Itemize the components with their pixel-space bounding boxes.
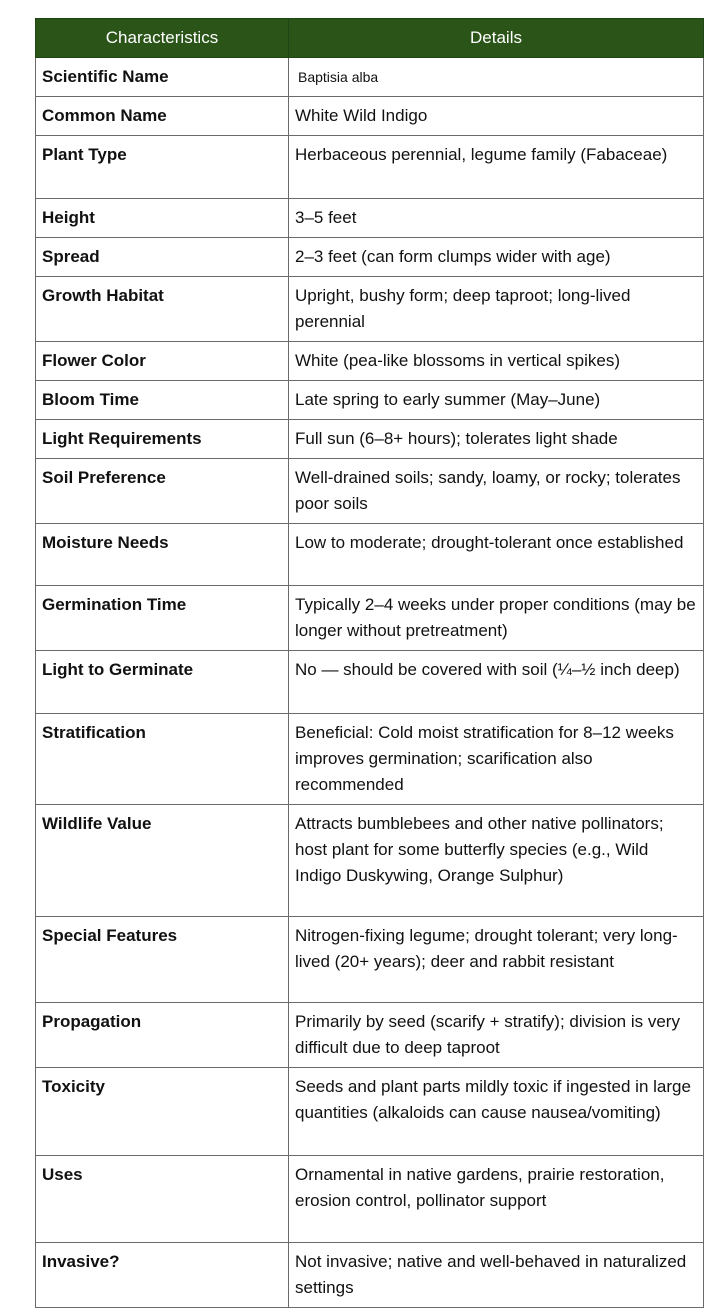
- row-label: Invasive?: [36, 1243, 289, 1308]
- table-row: [36, 420, 704, 459]
- row-label: Toxicity: [36, 1068, 289, 1156]
- row-detail: Beneficial: Cold moist stratification for 8–12 weeks improves germination; scarification also recommended: [289, 714, 704, 805]
- table-row: [36, 1068, 704, 1156]
- row-label: Spread: [36, 238, 289, 277]
- row-label: Special Features: [36, 917, 289, 1003]
- table-row: [36, 459, 704, 524]
- row-detail: Upright, bushy form; deep taproot; long-lived perennial: [289, 277, 704, 342]
- row-label: Stratification: [36, 714, 289, 805]
- row-detail: Herbaceous perennial, legume family (Fabaceae): [289, 136, 704, 199]
- table-header-row: [36, 19, 704, 58]
- table-row: [36, 136, 704, 199]
- header-characteristics: Characteristics: [36, 19, 289, 58]
- row-label: Flower Color: [36, 342, 289, 381]
- table-row: [36, 277, 704, 342]
- row-detail: Baptisia alba: [289, 58, 704, 97]
- row-label: Light to Germinate: [36, 651, 289, 714]
- row-label: Germination Time: [36, 586, 289, 651]
- row-label: Growth Habitat: [36, 277, 289, 342]
- row-label: Light Requirements: [36, 420, 289, 459]
- row-detail: Well-drained soils; sandy, loamy, or rocky; tolerates poor soils: [289, 459, 704, 524]
- table-row: [36, 199, 704, 238]
- plant-characteristics-sheet: [35, 18, 703, 1308]
- row-detail: Low to moderate; drought-tolerant once established: [289, 524, 704, 586]
- row-label: Soil Preference: [36, 459, 289, 524]
- row-detail: Primarily by seed (scarify + stratify); division is very difficult due to deep taproot: [289, 1003, 704, 1068]
- table-row: [36, 651, 704, 714]
- table-row: [36, 58, 704, 97]
- row-label: Plant Type: [36, 136, 289, 199]
- row-detail: Attracts bumblebees and other native pollinators; host plant for some butterfly species (e.g., Wild Indigo Duskywing, Orange Sulphur): [289, 805, 704, 917]
- row-label: Common Name: [36, 97, 289, 136]
- table-row: [36, 805, 704, 917]
- row-detail: Full sun (6–8+ hours); tolerates light shade: [289, 420, 704, 459]
- header-details: Details: [289, 19, 704, 58]
- table-row: [36, 1156, 704, 1243]
- row-label: Moisture Needs: [36, 524, 289, 586]
- row-label: Uses: [36, 1156, 289, 1243]
- plant-characteristics-table: [35, 18, 704, 1308]
- row-detail: Late spring to early summer (May–June): [289, 381, 704, 420]
- row-detail: Nitrogen-fixing legume; drought tolerant; very long-lived (20+ years); deer and rabbit resistant: [289, 917, 704, 1003]
- row-detail: No — should be covered with soil (¼–½ inch deep): [289, 651, 704, 714]
- table-row: [36, 917, 704, 1003]
- table-row: [36, 342, 704, 381]
- table-row: [36, 1003, 704, 1068]
- row-detail: Typically 2–4 weeks under proper conditions (may be longer without pretreatment): [289, 586, 704, 651]
- table-row: [36, 714, 704, 805]
- row-label: Scientific Name: [36, 58, 289, 97]
- table-row: [36, 1243, 704, 1308]
- table-row: [36, 524, 704, 586]
- row-detail: Seeds and plant parts mildly toxic if ingested in large quantities (alkaloids can cause nausea/vomiting): [289, 1068, 704, 1156]
- row-label: Height: [36, 199, 289, 238]
- row-detail: White (pea-like blossoms in vertical spikes): [289, 342, 704, 381]
- row-label: Wildlife Value: [36, 805, 289, 917]
- row-detail: 2–3 feet (can form clumps wider with age): [289, 238, 704, 277]
- row-label: Propagation: [36, 1003, 289, 1068]
- table-row: [36, 586, 704, 651]
- row-detail: Ornamental in native gardens, prairie restoration, erosion control, pollinator support: [289, 1156, 704, 1243]
- table-row: [36, 381, 704, 420]
- row-detail: White Wild Indigo: [289, 97, 704, 136]
- table-row: [36, 238, 704, 277]
- row-detail: Not invasive; native and well-behaved in naturalized settings: [289, 1243, 704, 1308]
- table-row: [36, 97, 704, 136]
- row-label: Bloom Time: [36, 381, 289, 420]
- row-detail: 3–5 feet: [289, 199, 704, 238]
